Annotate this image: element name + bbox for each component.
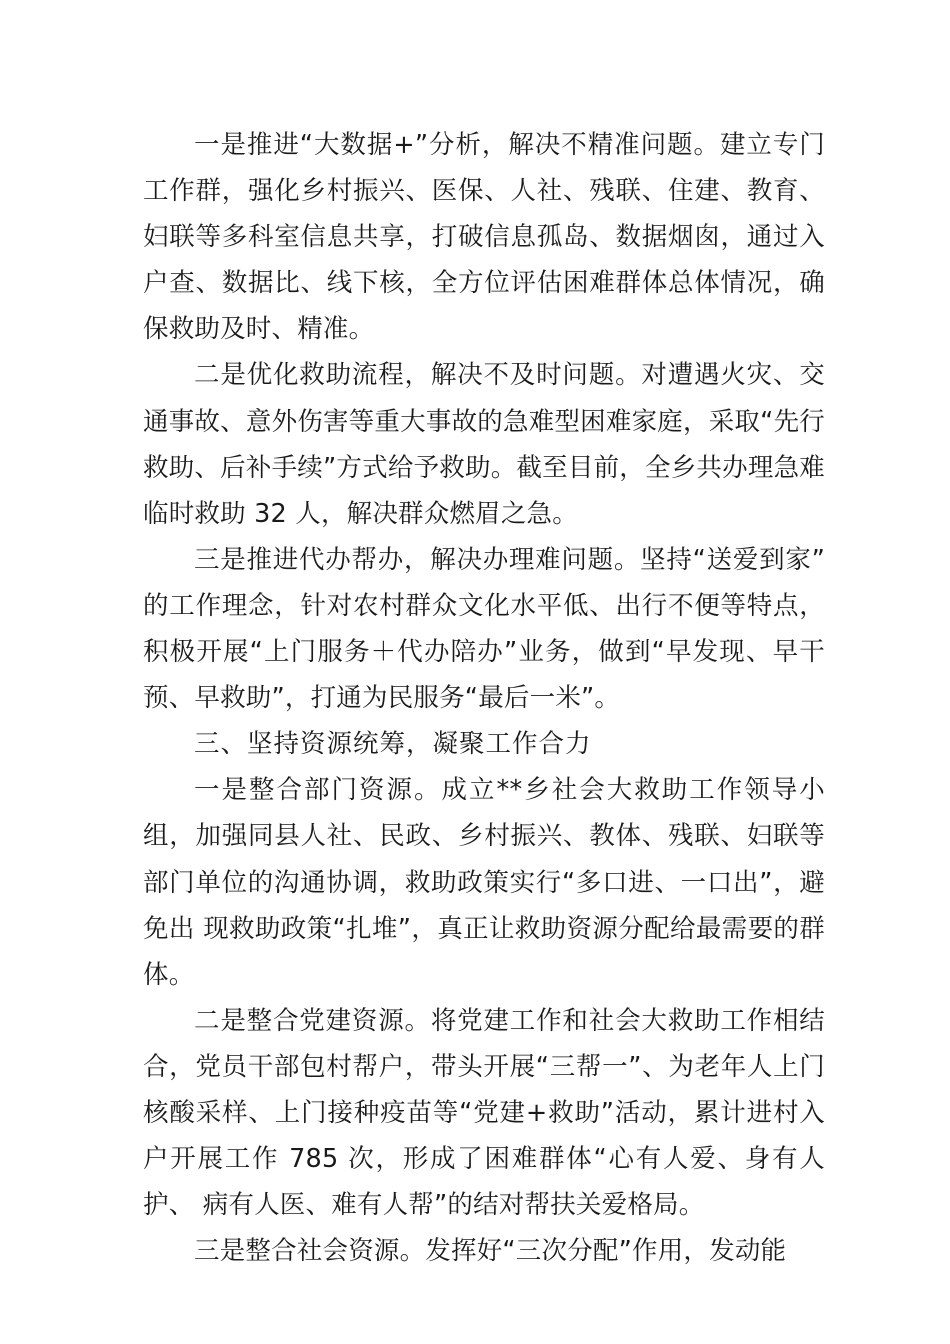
paragraph-social-resources: 三是整合社会资源。发挥好“三次分配”作用，发动能 xyxy=(194,1236,787,1267)
paragraph-party-building-resources: 二是整合党建资源。将党建工作和社会大救助工作相结合，党员干部包村帮户，带头开展“三帮一”、为老年人上门核酸采样、上门接种疫苗等“党建+救助”活动，累计进村入户开展工作 785 次，形成了困难群体“心有人爱、身有人护、 病有人医、难有人帮”的结对帮扶关爱格局。 xyxy=(143,1005,825,1221)
document-body xyxy=(143,122,825,1274)
paragraph-optimize-relief-process: 二是优化救助流程，解决不及时问题。对遭遇火灾、交通事故、意外伤害等重大事故的急难型困难家庭，采取“先行救助、后补手续”方式给予救助。截至目前，全乡共办理急难临时救助 32 人，解决群众燃眉之急。 xyxy=(143,360,825,529)
paragraph-big-data-analysis: 一是推进“大数据+”分析，解决不精准问题。建立专门工作群，强化乡村振兴、医保、人社、残联、住建、教育、 妇联等多科室信息共享，打破信息孤岛、数据烟囱，通过入户查、数据比、线下核，全方位评估困难群体总体情况，确保救助及时、精准。 xyxy=(143,130,825,345)
paragraph-proxy-service: 三是推进代办帮办，解决办理难问题。坚持“送爱到家” 的工作理念，针对农村群众文化水平低、出行不便等特点， 积极开展“上门服务＋代办陪办”业务，做到“早发现、早干预、早救助”，打通为民服务“最后一米”。 xyxy=(143,544,825,714)
paragraph-department-resources: 一是整合部门资源。成立**乡社会大救助工作领导小组，加强同县人社、民政、乡村振兴、教体、残联、妇联等部门单位的沟通协调，救助政策实行“多口进、一口出”，避免出 现救助政策“扎堆”，真正让救助资源分配给最需要的群体。 xyxy=(143,775,825,990)
section-heading-resource-coordination: 三、坚持资源统筹，凝聚工作合力 xyxy=(194,729,592,760)
